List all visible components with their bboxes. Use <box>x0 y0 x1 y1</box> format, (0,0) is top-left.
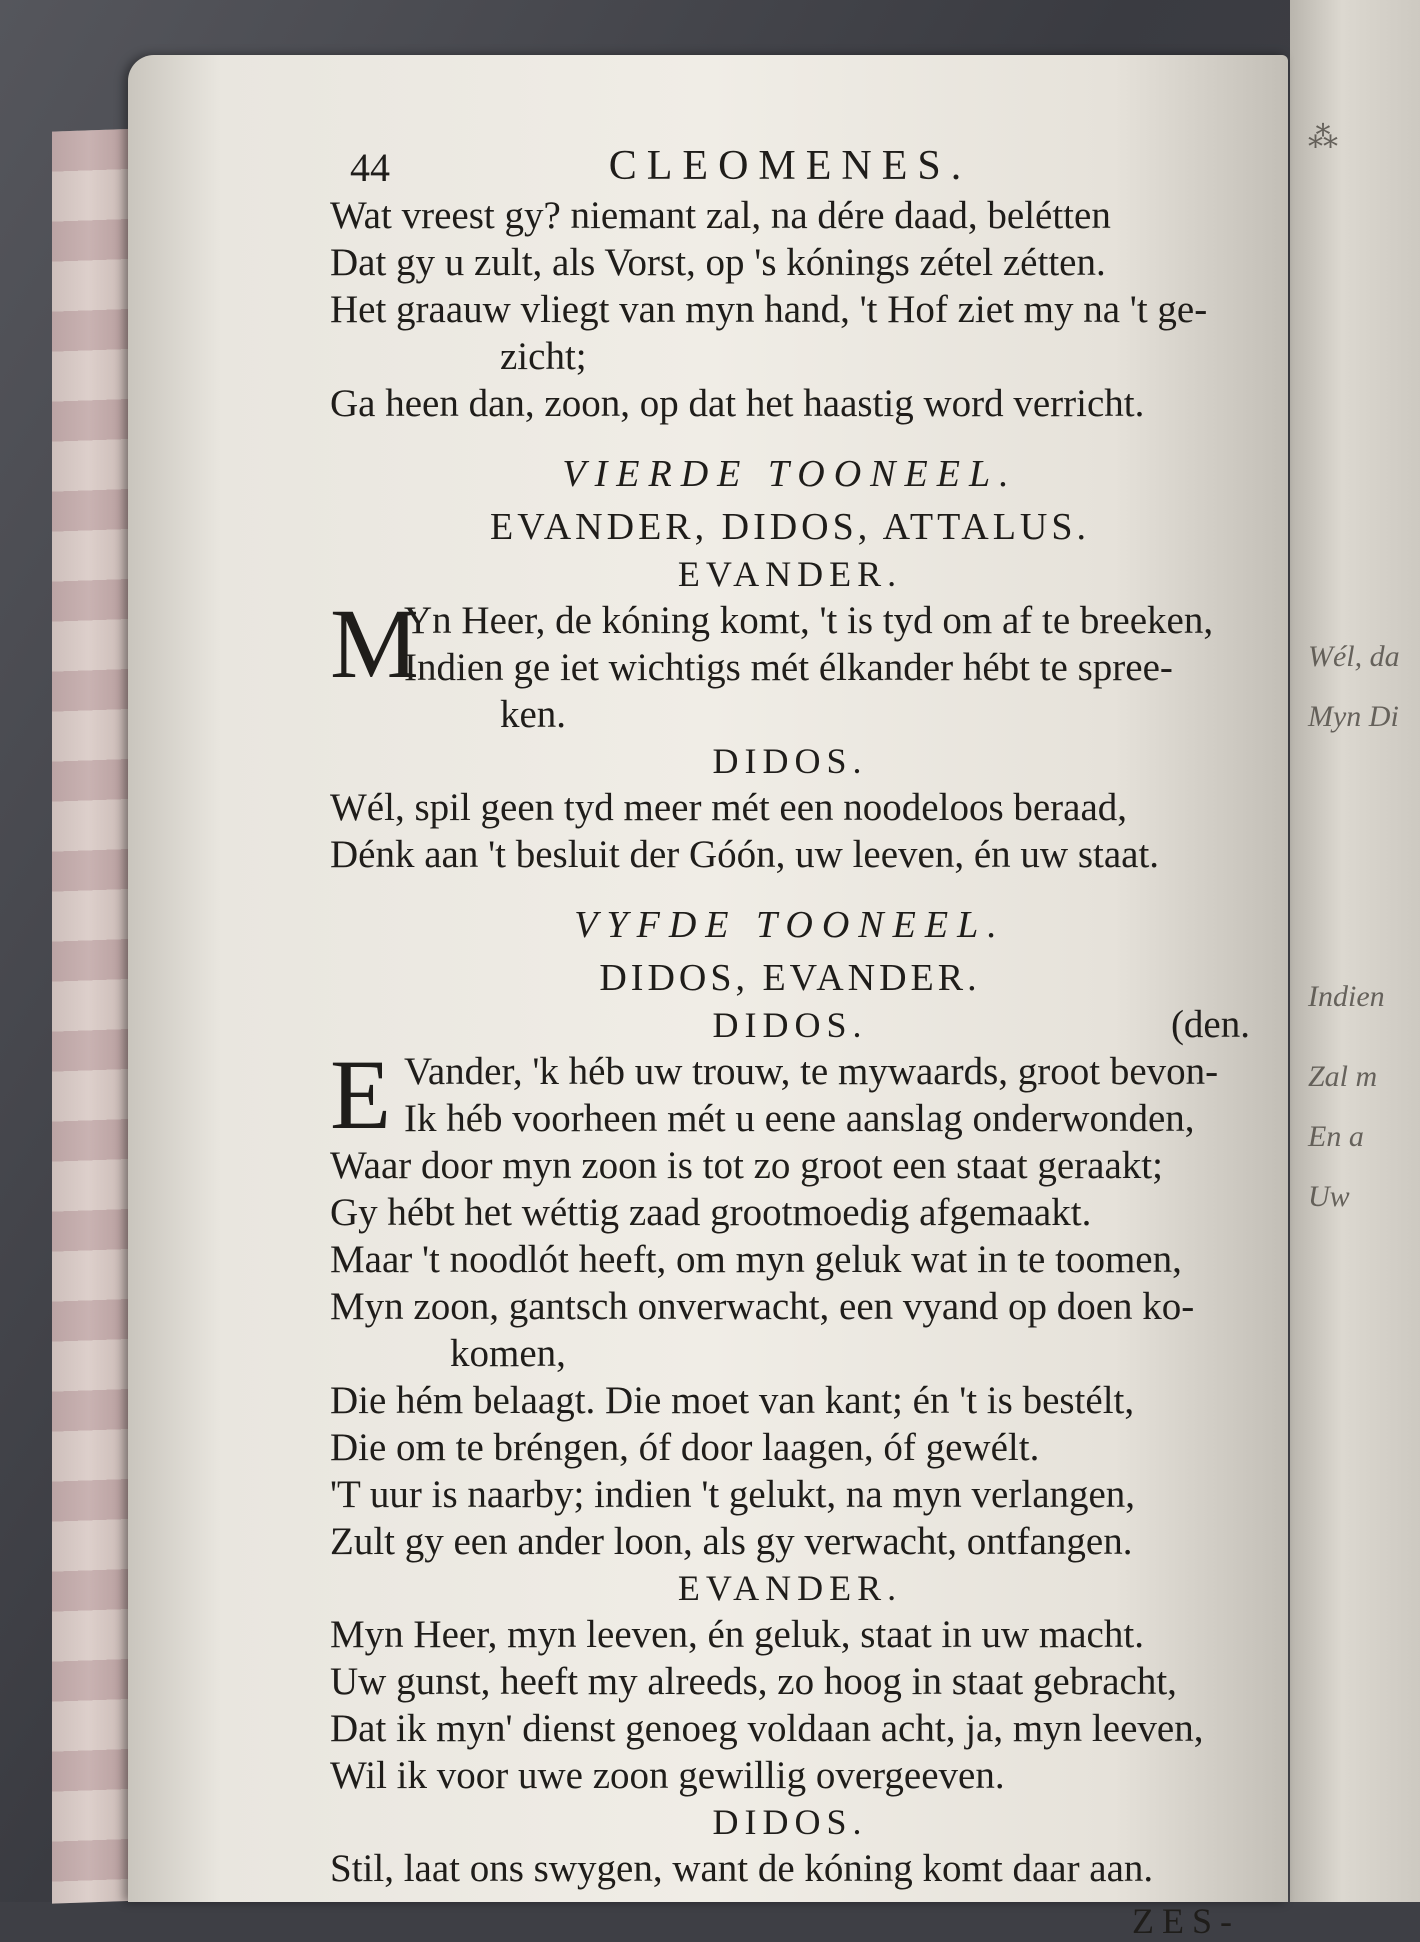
speech-block <box>330 1039 1250 1565</box>
speaker-row <box>330 1002 1250 1048</box>
verse-line: Indien ge iet wichtigs mét élkander hébt te spree- <box>404 646 1173 689</box>
page-number: 44 <box>350 145 390 190</box>
verse-line: Het graauw vliegt van myn hand, 't Hof ziet my na 't ge- <box>330 288 1208 331</box>
drop-cap: E <box>330 1039 392 1150</box>
facing-page-edge: ⁂ Wél, da Myn Di Indien Zal m En a Uw <box>1290 0 1420 1902</box>
drop-cap: M <box>330 588 419 699</box>
verse-line: Zult gy een ander loon, als gy verwacht, ontfangen. <box>330 1520 1133 1563</box>
verse-line: Gy hébt het wéttig zaad grootmoedig afgemaakt. <box>330 1191 1092 1234</box>
speaker-name: DIDOS. <box>712 1005 868 1045</box>
speaker-name: DIDOS. <box>712 741 868 781</box>
scene-characters: DIDOS, EVANDER. <box>599 957 981 999</box>
verse-line: Uw gunst, heeft my alreeds, zo hoog in staat gebracht, <box>330 1660 1177 1703</box>
verse-line: Ga heen dan, zoon, op dat het haastig word verricht. <box>330 382 1145 425</box>
verse-line: Myn Heer, myn leeven, én geluk, staat in uw macht. <box>330 1613 1144 1656</box>
scene-heading: VYFDE TOONEEL. <box>574 904 1006 946</box>
verse-turnover: zicht; <box>500 335 587 378</box>
catchword: ZES- <box>1132 1901 1240 1941</box>
verse-line: Vander, 'k héb uw trouw, te mywaards, groot bevon- <box>404 1050 1219 1093</box>
verse-line: Dénk aan 't besluit der Góón, uw leeven, én uw staat. <box>330 833 1160 876</box>
verse-line: Waar door myn zoon is tot zo groot een staat geraakt; <box>330 1144 1163 1187</box>
verse-line: Dat ik myn' dienst genoeg voldaan acht, ja, myn leeven, <box>330 1707 1204 1750</box>
verse-line: Wil ik voor uwe zoon gewillig overgeeven. <box>330 1754 1005 1797</box>
page-text <box>330 140 1250 1942</box>
verse-turnover: (den. <box>1170 1003 1250 1046</box>
verse-turnover: komen, <box>450 1332 566 1375</box>
verse-line: Stil, laat ons swygen, want de kóning komt daar aan. <box>330 1847 1154 1890</box>
verse-line: 'T uur is naarby; indien 't gelukt, na myn verlangen, <box>330 1473 1136 1516</box>
running-header <box>330 140 1250 192</box>
verse-turnover: ken. <box>500 693 567 736</box>
verse-line: Myn zoon, gantsch onverwacht, een vyand op doen ko- <box>330 1285 1195 1328</box>
verse-line: Ik héb voorheen mét u eene aanslag onderwonden, <box>404 1097 1195 1140</box>
verse-line: Wél, spil geen tyd meer mét een noodeloos beraad, <box>330 786 1128 829</box>
verse-line: Yn Heer, de kóning komt, 't is tyd om af te breeken, <box>404 599 1214 642</box>
verse-line: Maar 't noodlót heeft, om myn geluk wat in te toomen, <box>330 1238 1182 1281</box>
scene-characters: EVANDER, DIDOS, ATTALUS. <box>489 506 1090 548</box>
speech-block <box>330 588 1250 738</box>
verse-line: Wat vreest gy? niemant zal, na dére daad, belétten <box>330 194 1111 237</box>
verse-line: Dat gy u zult, als Vorst, op 's kónings zétel zétten. <box>330 241 1106 284</box>
verse-line: Die om te bréngen, óf door laagen, óf gewélt. <box>330 1426 1040 1469</box>
speaker-name: EVANDER. <box>677 554 903 594</box>
verse-line: Die hém belaagt. Die moet van kant; én 't is bestélt, <box>330 1379 1135 1422</box>
speaker-name: EVANDER. <box>677 1568 903 1608</box>
running-title: CLEOMENES. <box>608 143 972 189</box>
scene-heading: VIERDE TOONEEL. <box>562 453 1018 495</box>
speaker-name: DIDOS. <box>712 1802 868 1842</box>
